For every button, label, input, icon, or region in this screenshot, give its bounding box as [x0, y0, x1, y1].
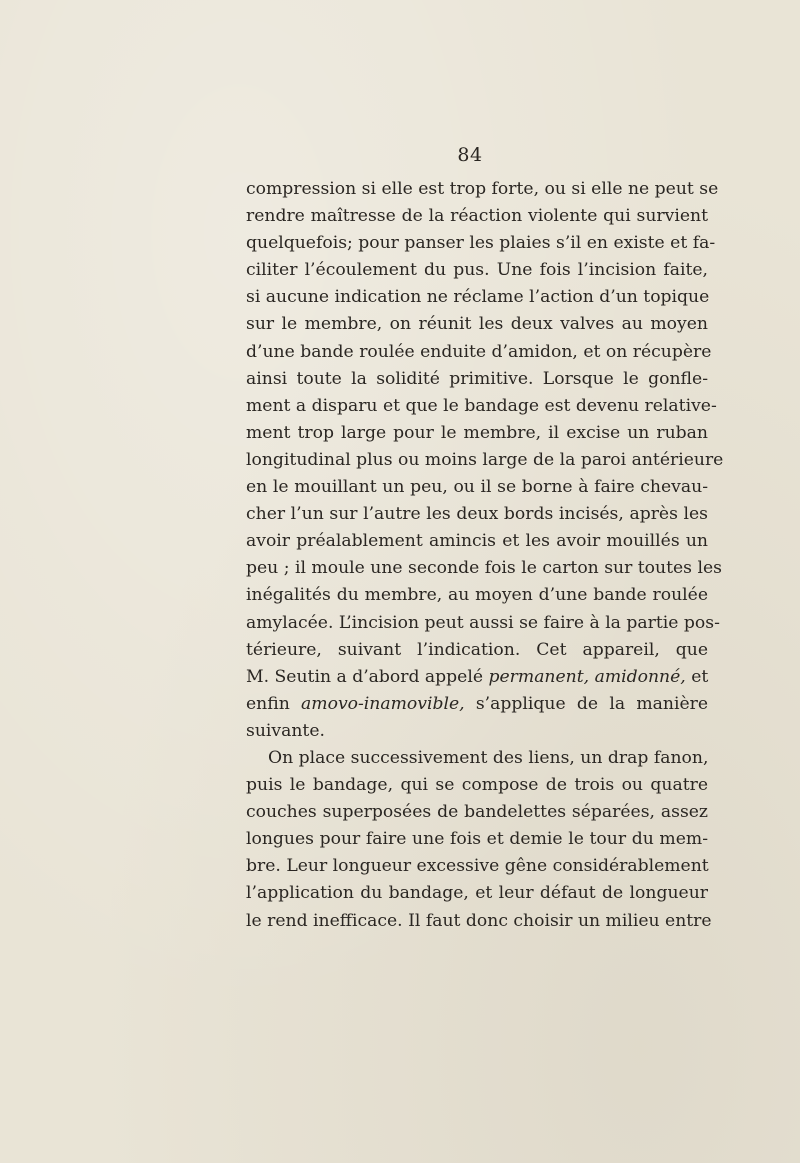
text-line: bre. Leur longueur excessive gêne considérablement — [246, 856, 709, 877]
text-line: quelquefois; pour panser les plaies s’il en existe et fa- — [246, 233, 716, 254]
text-line: compression si elle est trop forte, ou si elle ne peut se — [246, 179, 719, 199]
text-segment: M. Seutin a d’abord appelé — [246, 666, 489, 687]
text-line: le rend inefficace. Il faut donc choisir un milieu entre — [246, 910, 712, 931]
text-line: longitudinal plus ou moins large de la paroi antérieure — [246, 449, 724, 470]
text-line: d’une bande roulée enduite d’amidon, et on récupère — [246, 341, 712, 362]
page-number: 84 — [457, 144, 483, 166]
text-line: inégalités du membre, au moyen d’une bande roulée — [246, 585, 708, 606]
paragraph-end-line: suivante. — [246, 720, 325, 741]
text-line: ainsi toute la solidité primitive. Lorsque le gonfle- — [246, 368, 708, 389]
body-text — [246, 176, 724, 935]
text-line: puis le bandage, qui se compose de trois ou quatre — [246, 775, 708, 796]
text-line: ment trop large pour le membre, il excise un ruban — [246, 422, 708, 443]
italic-term: amovo-inamovible, — [301, 693, 465, 714]
text-line: amylacée. L’incision peut aussi se faire à la partie pos- — [246, 612, 720, 633]
text-line: peu ; il moule une seconde fois le carton sur toutes les — [246, 558, 722, 579]
text-line: cher l’un sur l’autre les deux bords incisés, après les — [246, 504, 708, 525]
text-line: rendre maîtresse de la réaction violente qui survient — [246, 206, 708, 227]
text-line: térieure, suivant l’indication. Cet appareil, que — [246, 639, 708, 660]
paragraph-start-line: On place successivement des liens, un drap fanon, — [268, 747, 709, 768]
text-line: avoir préalablement amincis et les avoir mouillés un — [246, 531, 708, 552]
text-line: ciliter l’écoulement du pus. Une fois l’incision faite, — [246, 260, 708, 281]
text-segment: s’applique de la manière — [464, 693, 708, 714]
text-line: couches superposées de bandelettes séparées, assez — [246, 802, 708, 823]
italic-term: permanent, amidonné, — [488, 666, 686, 687]
text-line: ment a disparu et que le bandage est devenu relative- — [246, 395, 717, 416]
text-line — [246, 691, 708, 718]
text-line: longues pour faire une fois et demie le tour du mem- — [246, 829, 708, 850]
text-line — [246, 664, 708, 691]
text-line: en le mouillant un peu, ou il se borne à faire chevau- — [246, 477, 708, 498]
text-line: si aucune indication ne réclame l’action d’un topique — [246, 287, 710, 308]
text-line: sur le membre, on réunit les deux valves au moyen — [246, 314, 708, 335]
text-segment: enfin — [246, 693, 302, 714]
text-line: l’application du bandage, et leur défaut de longueur — [246, 883, 708, 904]
text-segment: et — [685, 666, 709, 687]
